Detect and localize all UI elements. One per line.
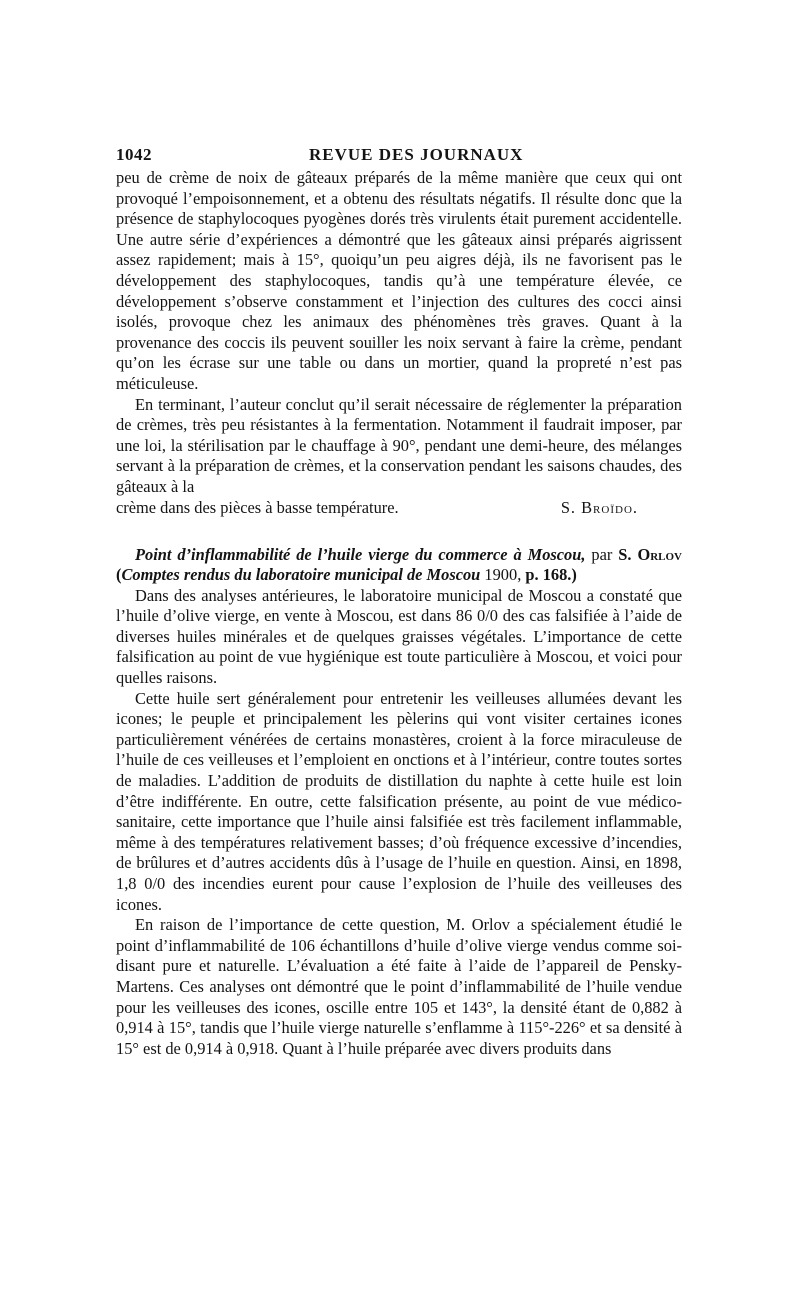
running-header [116,142,682,168]
section-gap [116,519,682,545]
article2-source-year: 1900, [484,565,522,585]
article2-paragraph-2: Cette huile sert généralement pour entretenir les veilleuses allumées devant les icones; le peuple et principalement les pèlerins qui vont visiter certaines icones particulièrement vénérées de certains monastères, croient à la force miraculeuse de l’huile de ces veilleuses et l’emploient en onctions et à l’intérieur, contre toutes sortes de maladies. L’addition de produits de distillation du naphte à cette huile est loin d’être indifférente. En outre, cette falsification présente, au point de vue médico-sanitaire, cette importance que l’huile ainsi falsifiée est très facilement inflammable, même à des températures relativement basses; d’où fréquence excessive d’incendies, de brûlures et d’autres accidents dûs à l’usage de l’huile en question. Ainsi, en 1898, 1,8 0/0 des incendies eurent pour cause l’explosion de l’huile des veilleuses des icones. [116,688,682,914]
article2-title: Point d’inflammabilité de l’huile vierge du commerce à Moscou, [135,544,586,564]
article2-source-pages: p. 168.) [525,565,577,585]
page-number: 1042 [116,145,152,164]
journal-page [116,142,682,1059]
article1-paragraph-2: En terminant, l’auteur conclut qu’il serait nécessaire de réglementer la préparation de crèmes, très peu résistantes à la fermentation. Notamment il faudrait imposer, par une loi, la stérilisation par le chauffage à 90°, pendant une demi-heure, des mélanges servant à la préparation de crèmes, et la conservation pendant les saisons chaudes, des gâteaux à la [116,394,682,496]
article2-heading [116,545,682,586]
signature-name: Broïdo. [581,497,638,517]
article2-author-name: Orlov [637,544,682,564]
article2-par: par [591,544,613,564]
article2-paragraph-3: En raison de l’importance de cette question, M. Orlov a spécialement étudié le point d’inflammabilité de 106 échantillons d’huile d’olive vierge vendus comme soi-disant pure et naturelle. L’évaluation a été faite à l’aide de l’appareil de Pensky-Martens. Ces analyses ont démontré que le point d’inflammabilité de l’huile vendue pour les veilleuses des icones, oscille entre 105 et 143°, la densité étant de 0,882 à 0,914 à 15°, tandis que l’huile vierge naturelle s’enflamme à 115°-226° et sa densité à 15° est de 0,914 à 0,918. Quant à l’huile préparée avec divers produits dans [116,915,682,1058]
article2-author-initial: S. [618,544,638,564]
signature-initial: S. [560,497,582,517]
article1-paragraph-1: peu de crème de noix de gâteaux préparés de la même manière que ceux qui ont provoqué l’empoisonnement, et a obtenu des résultats négatifs. Il résulte donc que la présence de staphylocoques pyogènes dorés très virulents était purement accidentelle. Une autre série d’expériences a démontré que les gâteaux ainsi préparés aigrissent assez rapidement; mais à 15°, quoiqu’un peu aigres déjà, ils ne favorisent pas le développement des staphylocoques, tandis qu’à une température élevée, ce développement s’observe constamment et l’injection des cultures des cocci ainsi isolés, provoque chez les animaux des phénomènes très graves. Quant à la provenance des coccis ils peuvent souiller les noix servant à faire la crème, pendant qu’on les écrase sur une table ou dans un mortier, quand la propreté n’est pas méticuleuse. [116,168,682,393]
article1-last-line: crème dans des pièces à basse température. [116,497,399,517]
article2-source: Comptes rendus du laboratoire municipal de Moscou [121,565,481,585]
article2-source-open: ( [116,565,122,585]
article2-paragraph-1: Dans des analyses antérieures, le laboratoire municipal de Moscou a constaté que l’huile d’olive vierge, en vente à Moscou, est dans 86 0/0 des cas falsifiée à l’aide de diverses huiles minérales et de quelques graisses végétales. L’importance de cette falsification au point de vue hygiénique est toute particulière à Moscou, et voici pour quelles raisons. [116,585,682,688]
article1-signature [561,498,638,519]
article1-closing-line [116,498,682,519]
running-title: REVUE DES JOURNAUX [309,145,524,164]
